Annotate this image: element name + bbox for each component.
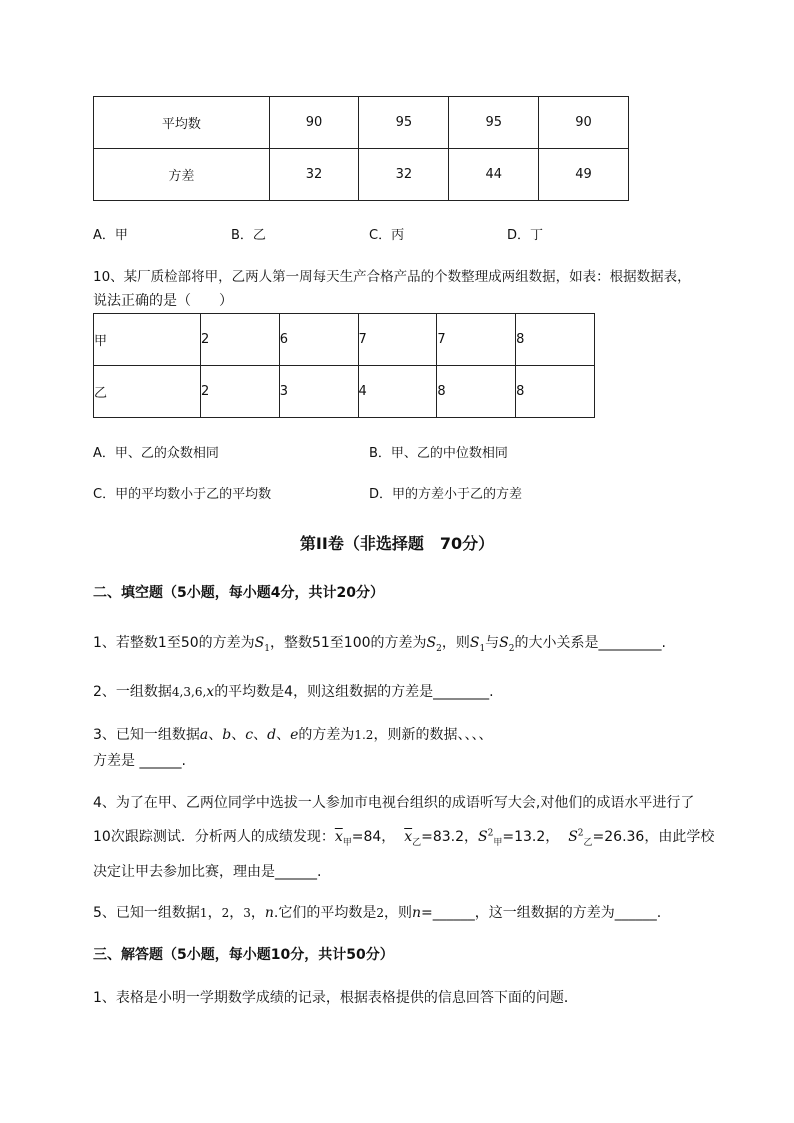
table-row bbox=[94, 314, 595, 366]
row-label: 甲 bbox=[94, 314, 201, 366]
question-10-stem-line1: 10、某厂质检部将甲，乙两人第一周每天生产合格产品的个数整理成两组数据，如表：根据数据表， bbox=[93, 269, 691, 285]
option-d: D．甲的方差小于乙的方差 bbox=[369, 487, 523, 502]
table-cell: 8 bbox=[516, 314, 595, 366]
table-cell: 6 bbox=[279, 314, 358, 366]
row-label: 平均数 bbox=[94, 97, 270, 149]
table-cell: 49 bbox=[539, 149, 629, 201]
option-c: C．甲的平均数小于乙的平均数 bbox=[93, 487, 272, 502]
option-c: C．丙 bbox=[369, 228, 405, 243]
option-d: D．丁 bbox=[507, 228, 544, 243]
option-a: A．甲 bbox=[93, 228, 128, 243]
fill-question-4-line3: 决定让甲去参加比赛，理由是______. bbox=[93, 864, 322, 880]
table-cell: 7 bbox=[437, 314, 516, 366]
option-b: B．甲、乙的中位数相同 bbox=[369, 446, 508, 461]
option-a: A．甲、乙的众数相同 bbox=[93, 446, 219, 461]
question-10-stem-line2: 说法正确的是（ ） bbox=[93, 293, 233, 309]
table-cell: 32 bbox=[359, 149, 449, 201]
table-row bbox=[94, 149, 629, 201]
table-cell: 8 bbox=[437, 366, 516, 418]
option-b: B．乙 bbox=[231, 228, 266, 243]
table-row bbox=[94, 366, 595, 418]
row-label: 乙 bbox=[94, 366, 201, 418]
fill-question-3-line2: 方差是 ______. bbox=[93, 753, 186, 769]
table-cell: 95 bbox=[449, 97, 539, 149]
section-title: 三、解答题（5小题，每小题10分，共计50分） bbox=[93, 947, 394, 963]
table-cell: 4 bbox=[358, 366, 437, 418]
table-cell: 90 bbox=[269, 97, 359, 149]
fill-question-4-line2: 10次跟踪测试．分析两人的成绩发现：$\overline{x}_甲=84$， $\overline{x}_乙=83.2$，$S^2_甲=13.2$， $S^2_乙=26.36$，由此学校 bbox=[93, 828, 715, 848]
section-title: 二、填空题（5小题，每小题4分，共计20分） bbox=[93, 585, 384, 601]
table-cell: 2 bbox=[200, 366, 279, 418]
fill-question-2: 2、一组数据4,3,6,x的平均数是4，则这组数据的方差是________. bbox=[93, 684, 494, 700]
table-cell: 90 bbox=[539, 97, 629, 149]
table-cell: 95 bbox=[359, 97, 449, 149]
table-cell: 7 bbox=[358, 314, 437, 366]
table-cell: 2 bbox=[200, 314, 279, 366]
table-cell: 3 bbox=[279, 366, 358, 418]
fill-question-1: 1、若整数1至50的方差为$S_1$，整数51至100的方差为$S_2$，则$S_1$与$S_2$的大小关系是_________. bbox=[93, 635, 666, 654]
row-label: 方差 bbox=[94, 149, 270, 201]
table-row bbox=[94, 97, 629, 149]
fill-question-4-line1: 4、为了在甲、乙两位同学中选拔一人参加市电视台组织的成语听写大会,对他们的成语水平进行了 bbox=[93, 795, 695, 811]
fill-question-5: 5、已知一组数据1，2，3，n.它们的平均数是2，则n=______，这一组数据的方差为______. bbox=[93, 905, 662, 921]
table-cell: 32 bbox=[269, 149, 359, 201]
solve-question-1: 1、表格是小明一学期数学成绩的记录，根据表格提供的信息回答下面的问题． bbox=[93, 990, 578, 1006]
table-cell: 44 bbox=[449, 149, 539, 201]
fill-question-3: 3、已知一组数据a、b、c、d、e的方差为1.2，则新的数据、、、、 bbox=[93, 727, 493, 743]
part-title: 第II卷（非选择题 70分） bbox=[299, 534, 495, 553]
table-cell: 8 bbox=[516, 366, 595, 418]
production-table bbox=[93, 313, 595, 418]
score-summary-table bbox=[93, 96, 629, 201]
